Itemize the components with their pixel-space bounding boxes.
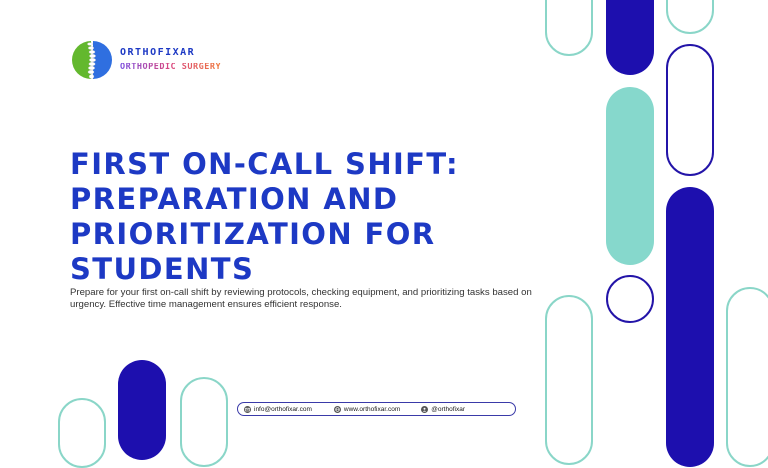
decor-pill-navy-right: [666, 187, 714, 467]
decor-pill-navy-top: [606, 0, 654, 75]
email-icon: [244, 406, 251, 413]
decor-pill-outline-teal-farright: [726, 287, 768, 467]
globe-icon: [334, 406, 341, 413]
brand-tagline: ORTHOPEDIC SURGERY: [120, 62, 222, 73]
decor-pill-outline-teal-topright: [666, 0, 714, 34]
contact-website[interactable]: [334, 406, 400, 413]
spine-logo-icon: [72, 38, 114, 82]
contact-social-text: @orthofixar: [431, 405, 465, 413]
contact-email-text: info@orthofixar.com: [254, 405, 312, 413]
decor-pill-outline-teal-bottomleft: [180, 377, 228, 467]
decor-pill-outline-navy-right: [666, 44, 714, 176]
page-description: Prepare for your first on-call shift by reviewing protocols, checking equipment, and prioritizing tasks based on urgency. Effective time management ensures efficient response.: [70, 287, 532, 310]
decor-pill-navy-bottomleft: [118, 360, 166, 460]
contact-email[interactable]: [244, 406, 312, 413]
decor-circle-outline-navy: [606, 275, 654, 323]
brand-name: ORTHOFIXAR: [120, 47, 196, 59]
contact-social[interactable]: [421, 406, 465, 413]
decor-pill-teal-middle: [606, 87, 654, 265]
page-title: FIRST ON-CALL SHIFT: PREPARATION AND PRIORITIZATION FOR STUDENTS: [70, 147, 459, 286]
decor-pill-outline-teal-bottomleft2: [58, 398, 106, 468]
decor-pill-outline-teal-top: [545, 0, 593, 56]
logo: [72, 38, 221, 82]
contact-bar: [237, 402, 516, 416]
user-icon: [421, 406, 428, 413]
decor-pill-outline-teal-bottom: [545, 295, 593, 465]
contact-website-text: www.orthofixar.com: [343, 405, 401, 413]
